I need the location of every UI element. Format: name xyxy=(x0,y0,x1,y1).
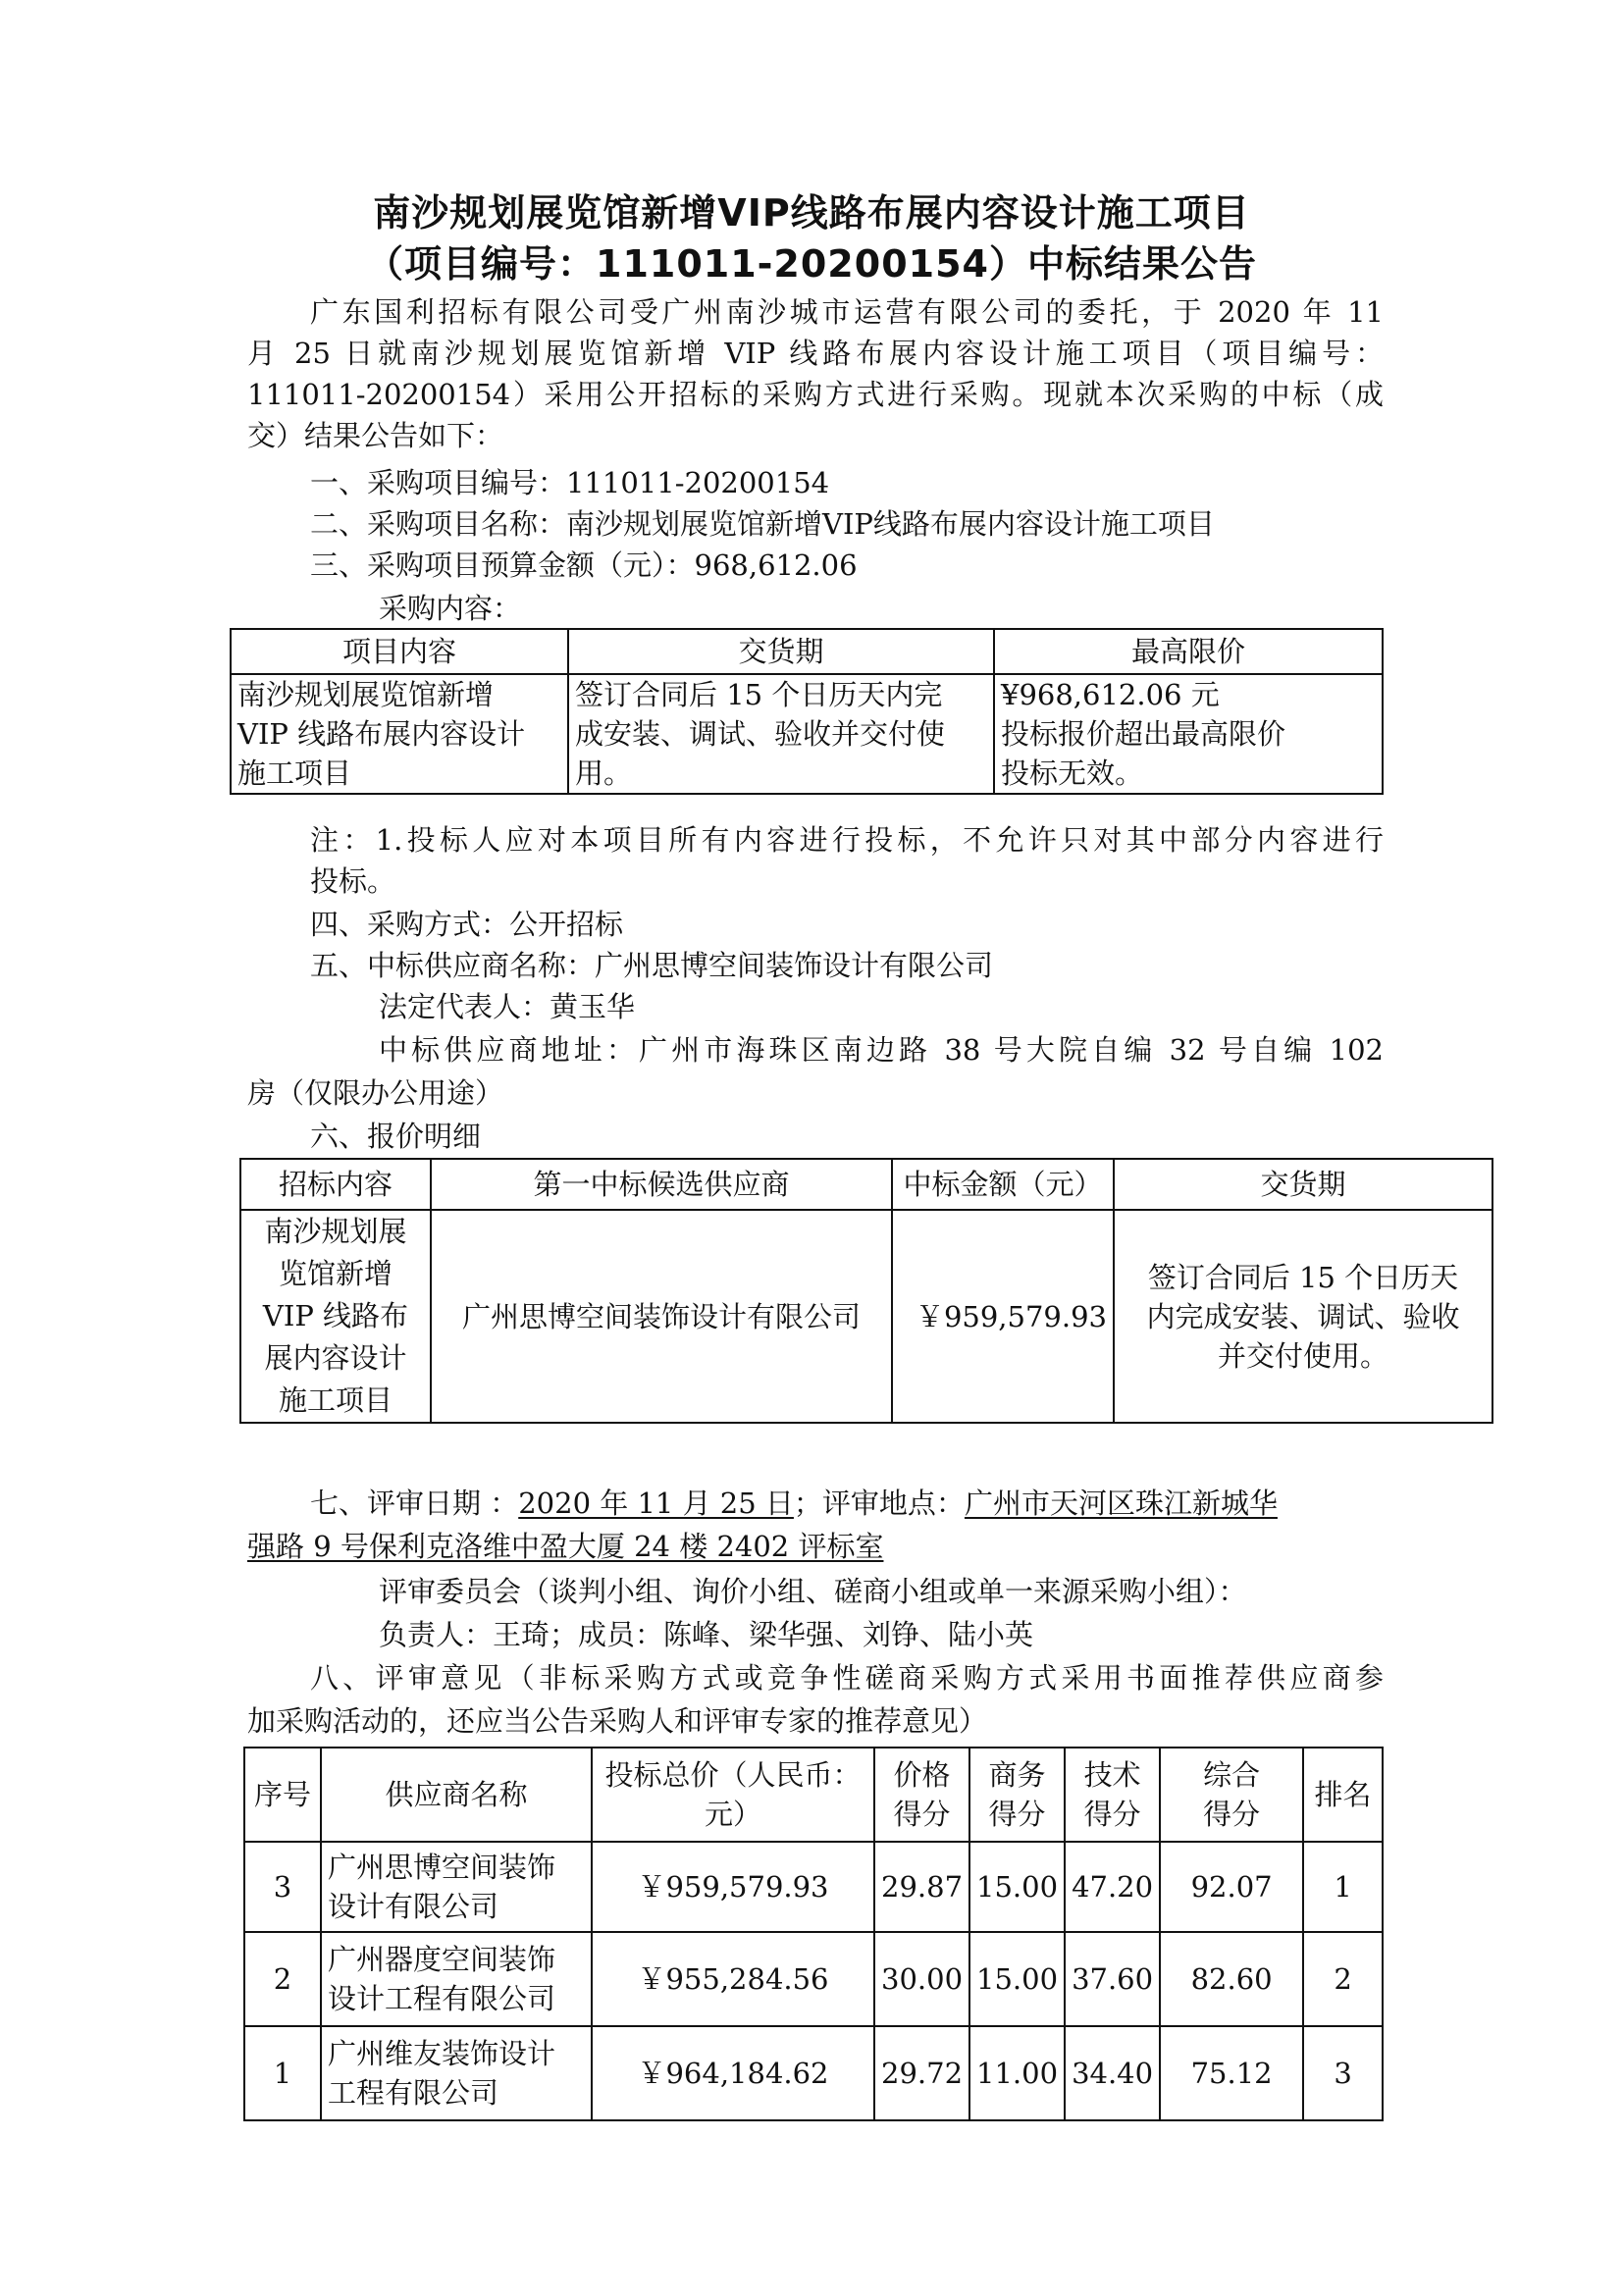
review-members: 负责人：王琦；成员：陈峰、梁华强、刘铮、陆小英 xyxy=(379,1618,1034,1651)
intro-line-4: 交）结果公告如下： xyxy=(247,419,504,452)
review-place-label: ；评审地点： xyxy=(793,1487,965,1520)
price-detail-heading: 六、报价明细 xyxy=(310,1120,482,1153)
review-date: 2020 年 11 月 25 日 xyxy=(518,1487,794,1520)
opinion-line-2: 加采购活动的，还应当公告采购人和评审专家的推荐意见） xyxy=(247,1704,988,1738)
project-number: 一、采购项目编号：111011-20200154 xyxy=(310,466,830,499)
price-cell-amount: ￥959,579.93 xyxy=(892,1210,1114,1423)
score-cell-business: 11.00 xyxy=(969,2026,1065,2120)
score-header-price: 价格 得分 xyxy=(874,1748,969,1842)
score-header-supplier: 供应商名称 xyxy=(321,1748,592,1842)
project-budget: 三、采购项目预算金额（元）：968,612.06 xyxy=(310,548,858,582)
price-header-item: 招标内容 xyxy=(240,1159,431,1210)
score-header-total: 综合 得分 xyxy=(1160,1748,1303,1842)
winner-address-line-2: 房（仅限办公用途） xyxy=(247,1076,504,1110)
table-row xyxy=(244,1842,1383,1932)
intro-line-1: 广东国利招标有限公司受广州南沙城市运营有限公司的委托，于 2020 年 11 xyxy=(310,295,1384,329)
score-cell-supplier: 广州思博空间装饰 设计有限公司 xyxy=(321,1842,592,1932)
score-cell-supplier: 广州维友装饰设计 工程有限公司 xyxy=(321,2026,592,2120)
score-cell-no: 1 xyxy=(244,2026,321,2120)
score-header-bid: 投标总价（人民币： 元） xyxy=(592,1748,874,1842)
price-header-delivery: 交货期 xyxy=(1114,1159,1492,1210)
score-cell-no: 3 xyxy=(244,1842,321,1932)
table-row xyxy=(244,1932,1383,2026)
score-cell-price: 29.87 xyxy=(874,1842,969,1932)
score-cell-rank: 3 xyxy=(1303,2026,1383,2120)
score-cell-bid: ￥955,284.56 xyxy=(592,1932,874,2026)
content-row xyxy=(231,674,1383,794)
content-label: 采购内容： xyxy=(379,592,522,625)
score-cell-price: 30.00 xyxy=(874,1932,969,2026)
project-name: 二、采购项目名称：南沙规划展览馆新增VIP线路布展内容设计施工项目 xyxy=(310,507,1215,541)
price-cell-delivery: 签订合同后 15 个日历天 内完成安装、调试、验收 并交付使用。 xyxy=(1114,1210,1492,1423)
score-cell-bid: ￥959,579.93 xyxy=(592,1842,874,1932)
score-header-tech: 技术 得分 xyxy=(1065,1748,1160,1842)
price-row xyxy=(240,1210,1492,1423)
table-row xyxy=(244,2026,1383,2120)
winner-address-line-1: 中标供应商地址：广州市海珠区南边路 38 号大院自编 32 号自编 102 xyxy=(379,1033,1384,1067)
content-cell-delivery: 签订合同后 15 个日历天内完 成安装、调试、验收并交付使 用。 xyxy=(568,674,994,794)
score-cell-business: 15.00 xyxy=(969,1932,1065,2026)
procurement-method: 四、采购方式：公开招标 xyxy=(310,908,624,941)
note-line-1: 注：1.投标人应对本项目所有内容进行投标，不允许只对其中部分内容进行 xyxy=(310,823,1384,857)
score-cell-price: 29.72 xyxy=(874,2026,969,2120)
note-line-2: 投标。 xyxy=(310,864,396,898)
content-header-delivery: 交货期 xyxy=(568,629,994,674)
score-cell-rank: 2 xyxy=(1303,1932,1383,2026)
score-cell-business: 15.00 xyxy=(969,1842,1065,1932)
review-place-part-2: 强路 9 号保利克洛维中盈大厦 24 楼 2402 评标室 xyxy=(247,1530,884,1563)
score-cell-tech: 34.40 xyxy=(1065,2026,1160,2120)
legal-representative: 法定代表人：黄玉华 xyxy=(379,990,636,1023)
price-cell-supplier: 广州思博空间装饰设计有限公司 xyxy=(431,1210,892,1423)
score-cell-rank: 1 xyxy=(1303,1842,1383,1932)
price-header-supplier: 第一中标候选供应商 xyxy=(431,1159,892,1210)
score-header-business: 商务 得分 xyxy=(969,1748,1065,1842)
title-line-1: 南沙规划展览馆新增VIP线路布展内容设计施工项目 xyxy=(373,191,1250,235)
score-table xyxy=(243,1747,1384,2121)
score-header-no: 序号 xyxy=(244,1748,321,1842)
content-header-limit: 最高限价 xyxy=(994,629,1383,674)
intro-line-2: 月 25 日就南沙规划展览馆新增 VIP 线路布展内容设计施工项目（项目编号： xyxy=(247,337,1384,370)
score-cell-no: 2 xyxy=(244,1932,321,2026)
content-table xyxy=(230,628,1384,795)
winner-name: 五、中标供应商名称：广州思博空间装饰设计有限公司 xyxy=(310,949,994,982)
review-place-part-1: 广州市天河区珠江新城华 xyxy=(964,1487,1278,1520)
price-cell-item: 南沙规划展 览馆新增 VIP 线路布 展内容设计 施工项目 xyxy=(240,1210,431,1423)
review-committee: 评审委员会（谈判小组、询价小组、磋商小组或单一来源采购小组）： xyxy=(379,1575,1247,1608)
score-header-rank: 排名 xyxy=(1303,1748,1383,1842)
score-cell-total: 92.07 xyxy=(1160,1842,1303,1932)
score-cell-tech: 47.20 xyxy=(1065,1842,1160,1932)
score-cell-tech: 37.60 xyxy=(1065,1932,1160,2026)
intro-line-3: 111011-20200154）采用公开招标的采购方式进行采购。现就本次采购的中标（成 xyxy=(247,378,1384,411)
review-line-1 xyxy=(310,1484,1278,1523)
content-cell-limit: ¥968,612.06 元 投标报价超出最高限价 投标无效。 xyxy=(994,674,1383,794)
opinion-line-1: 八、评审意见（非标采购方式或竞争性磋商采购方式采用书面推荐供应商参 xyxy=(310,1661,1384,1695)
review-date-label: 七、评审日期 ： xyxy=(310,1487,519,1520)
score-cell-bid: ￥964,184.62 xyxy=(592,2026,874,2120)
price-header-amount: 中标金额（元） xyxy=(892,1159,1114,1210)
content-header-item: 项目内容 xyxy=(231,629,568,674)
score-cell-total: 75.12 xyxy=(1160,2026,1303,2120)
score-cell-total: 82.60 xyxy=(1160,1932,1303,2026)
score-cell-supplier: 广州器度空间装饰 设计工程有限公司 xyxy=(321,1932,592,2026)
price-table xyxy=(239,1158,1493,1424)
title-line-2: （项目编号：111011-20200154）中标结果公告 xyxy=(366,242,1257,286)
content-cell-item: 南沙规划展览馆新增 VIP 线路布展内容设计 施工项目 xyxy=(231,674,568,794)
